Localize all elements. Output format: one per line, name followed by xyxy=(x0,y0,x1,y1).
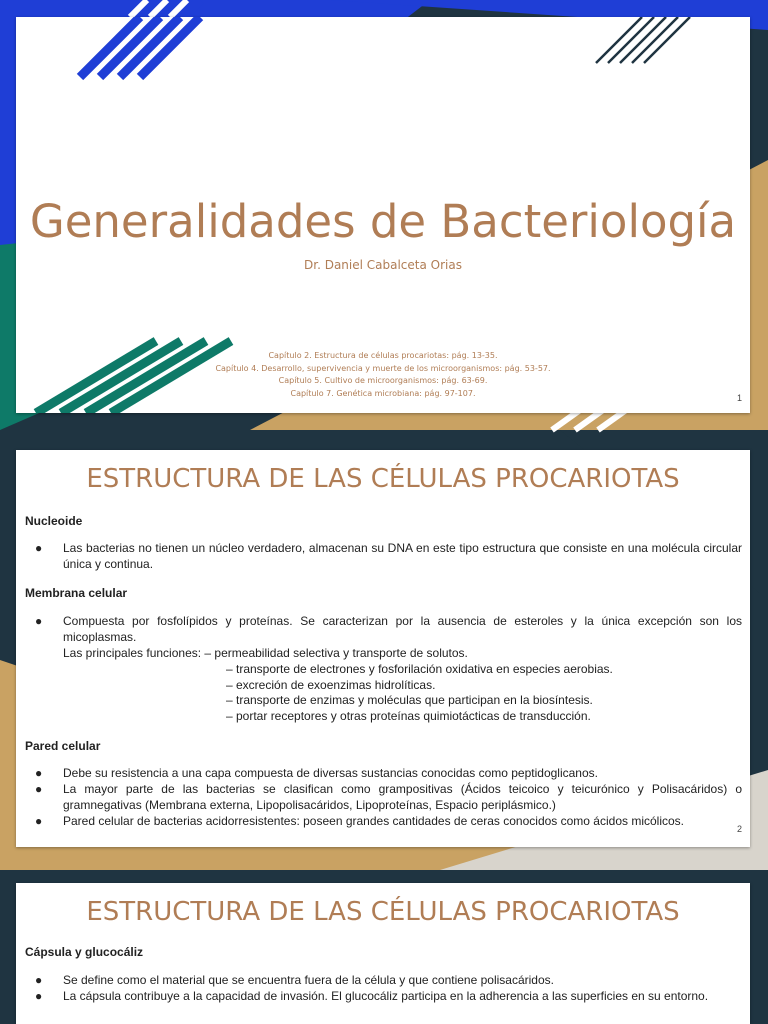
slide-title: ESTRUCTURA DE LAS CÉLULAS PROCARIOTAS xyxy=(86,897,680,927)
chapter-item: Capítulo 7. Genética microbiana: pág. 97-107. xyxy=(290,388,476,398)
function-item: – portar receptores y otras proteínas quimiotácticas de transducción. xyxy=(226,709,591,723)
title-slide xyxy=(16,17,750,413)
bullet-icon: ● xyxy=(35,766,43,780)
chapter-item: Capítulo 2. Estructura de células procariotas: pág. 13-35. xyxy=(268,351,498,360)
section-heading-pared: Pared celular xyxy=(25,739,101,753)
author-name: Dr. Daniel Cabalceta Orias xyxy=(304,258,462,272)
presentation-title: Generalidades de Bacteriología xyxy=(29,195,737,248)
bullet-icon: ● xyxy=(35,614,43,628)
function-item: – transporte de enzimas y moléculas que participan en la biosíntesis. xyxy=(226,693,593,707)
bullet-icon: ● xyxy=(35,541,43,555)
bullet-icon: ● xyxy=(35,814,43,828)
chapter-list xyxy=(16,350,750,400)
bullet-item: ● Se define como el material que se encuentra fuera de la célula y que contiene polisacáridos. xyxy=(35,973,554,987)
bullet-item: ● Pared celular de bacterias acidorresistentes: poseen grandes cantidades de ceras conocidos como ácidos micólicos. xyxy=(35,814,685,828)
section-heading-nucleoide: Nucleoide xyxy=(25,514,83,528)
bullet-item: ● Compuesta por fosfolípidos y proteínas. Se caracterizan por la ausencia de esteroles y la única excepción son los micoplasmas. xyxy=(35,614,742,644)
page-number: 2 xyxy=(736,824,742,834)
function-item: – transporte de electrones y fosforilación oxidativa en especies aerobias. xyxy=(226,662,613,676)
chapter-item: Capítulo 5. Cultivo de microorganismos: pág. 63-69. xyxy=(278,376,488,385)
bullet-item: ● Debe su resistencia a una capa compuesta de diversas sustancias conocidas como peptidoglicanos. xyxy=(35,766,598,780)
slide-title: ESTRUCTURA DE LAS CÉLULAS PROCARIOTAS xyxy=(86,464,680,494)
functions-label: Las principales funciones: – permeabilidad selectiva y transporte de solutos. xyxy=(63,646,468,660)
bullet-icon: ● xyxy=(35,973,43,987)
bullet-icon: ● xyxy=(35,989,43,1003)
bullet-item: ● Las bacterias no tienen un núcleo verdadero, almacenan su DNA en este tipo estructura que consiste en una molécula circular única y continua. xyxy=(35,541,742,571)
page-number: 1 xyxy=(736,393,742,403)
bullet-item: ● La cápsula contribuye a la capacidad de invasión. El glucocáliz participa en la adherencia a las superficies en su entorno. xyxy=(35,989,709,1003)
bullet-item: ● La mayor parte de las bacterias se clasifican como grampositivas (Ácidos teicoico y teicurónico y Polisacáridos) o gramnegativas (Membrana externa, Lipopolisacáridos, Lipoproteínas, Espacio periplásmico.) xyxy=(35,782,742,812)
bullet-icon: ● xyxy=(35,782,43,796)
content-slide-2 xyxy=(16,450,750,847)
section-heading-capsula: Cápsula y glucocáliz xyxy=(25,945,144,959)
section-heading-membrana: Membrana celular xyxy=(25,586,128,600)
function-item: – excreción de exoenzimas hidrolíticas. xyxy=(226,678,436,692)
content-slide-3 xyxy=(16,883,750,1024)
chapter-item: Capítulo 4. Desarrollo, supervivencia y muerte de los microorganismos: pág. 53-57. xyxy=(215,363,551,373)
